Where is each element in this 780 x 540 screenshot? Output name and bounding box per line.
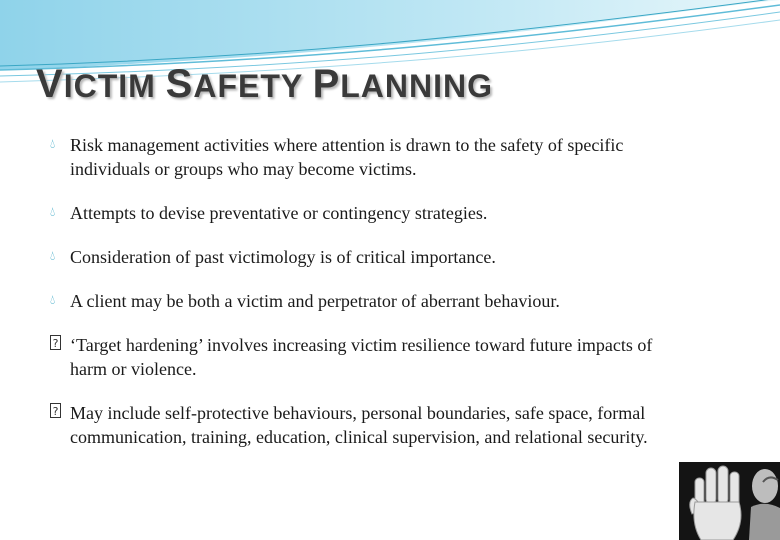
swirl-bullet-icon: 💧︎ xyxy=(50,293,56,308)
list-item xyxy=(50,333,690,381)
victim-hand-photo xyxy=(679,462,780,540)
swirl-bullet-icon: 💧︎ xyxy=(50,205,56,220)
title-word: VICTIM xyxy=(36,62,166,106)
bullet-list xyxy=(50,133,690,449)
bullet-text: Risk management activities where attention is drawn to the safety of specific individuals or groups who may become victims. xyxy=(70,135,624,179)
missing-glyph-box-icon: ? xyxy=(50,335,61,350)
bullet-text: A client may be both a victim and perpetrator of aberrant behaviour. xyxy=(70,291,560,311)
title-word: SAFETY xyxy=(165,62,313,106)
hand-icon xyxy=(679,462,780,540)
swirl-bullet-icon: 💧︎ xyxy=(50,137,56,152)
list-item xyxy=(50,401,690,449)
list-item xyxy=(50,201,690,225)
bullet-text: Attempts to devise preventative or contingency strategies. xyxy=(70,203,488,223)
list-item xyxy=(50,133,690,181)
page-title xyxy=(36,62,493,107)
bullet-text: ‘Target hardening’ involves increasing victim resilience toward future impacts of harm or violence. xyxy=(70,335,653,379)
bullet-text: Consideration of past victimology is of critical importance. xyxy=(70,247,496,267)
list-item xyxy=(50,289,690,313)
swirl-bullet-icon: 💧︎ xyxy=(50,249,56,264)
bullet-text: May include self-protective behaviours, personal boundaries, safe space, formal communication, training, education, clinical supervision, and relational security. xyxy=(70,403,648,447)
missing-glyph-box-icon: ? xyxy=(50,403,61,418)
title-word: PLANNING xyxy=(312,62,494,106)
list-item xyxy=(50,245,690,269)
